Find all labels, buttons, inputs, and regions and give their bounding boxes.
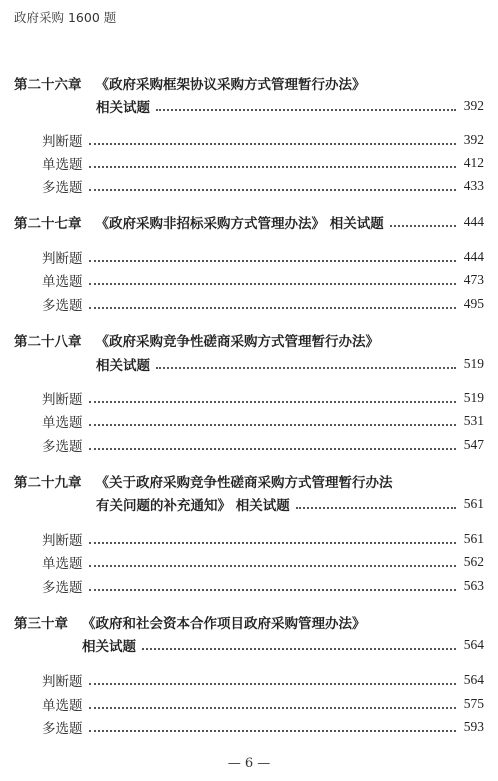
chapter-title: 《政府和社会资本合作项目政府采购管理办法》: [82, 616, 366, 632]
toc-item-judgment[interactable]: [42, 529, 484, 549]
toc-item-multiple-choice[interactable]: [42, 176, 484, 196]
toc-item-single-choice[interactable]: [42, 270, 484, 290]
page-number: 564: [463, 672, 484, 687]
page-number: 564: [463, 637, 484, 652]
chapter-title-cont: 有关问题的补充通知》 相关试题: [96, 498, 290, 514]
page-number: 433: [463, 178, 484, 193]
chapter-title-cont: 相关试题: [96, 358, 150, 374]
chapter-26-heading[interactable]: [14, 73, 366, 93]
page-number: 392: [463, 132, 484, 147]
item-label: 单选题: [42, 415, 83, 431]
dot-leader: [390, 224, 456, 227]
toc-item-multiple-choice[interactable]: [42, 435, 484, 455]
dot-leader: [89, 541, 457, 544]
toc-item-multiple-choice[interactable]: [42, 576, 484, 596]
chapter-number: 第三十章: [14, 616, 68, 632]
item-label: 单选题: [42, 157, 83, 173]
page-number: 519: [463, 390, 484, 405]
dot-leader: [156, 108, 456, 111]
item-label: 多选题: [42, 580, 83, 596]
dot-leader: [89, 188, 457, 191]
chapter-30-heading[interactable]: [14, 612, 366, 632]
chapter-29-heading[interactable]: [14, 471, 393, 491]
dot-leader: [89, 306, 457, 309]
toc-item-multiple-choice[interactable]: [42, 717, 484, 737]
page-number: 593: [463, 719, 484, 734]
item-label: 单选题: [42, 274, 83, 290]
toc-item-judgment[interactable]: [42, 388, 484, 408]
dot-leader: [296, 506, 456, 509]
chapter-title: 《关于政府采购竞争性磋商采购方式管理暂行办法: [95, 475, 393, 491]
dot-leader: [89, 682, 457, 685]
page-number: 561: [463, 531, 484, 546]
dot-leader: [89, 423, 457, 426]
toc-item-single-choice[interactable]: [42, 153, 484, 173]
chapter-title-cont: 相关试题: [96, 100, 150, 116]
chapter-title: 《政府采购竞争性磋商采购方式管理暂行办法》: [95, 334, 379, 350]
item-label: 判断题: [42, 674, 83, 690]
page-number: 531: [463, 413, 484, 428]
item-label: 多选题: [42, 721, 83, 737]
chapter-30-entry[interactable]: [82, 635, 484, 655]
dot-leader: [89, 729, 457, 732]
chapter-title-cont: 相关试题: [82, 639, 136, 655]
item-label: 多选题: [42, 298, 83, 314]
item-label: 判断题: [42, 251, 83, 267]
toc-item-single-choice[interactable]: [42, 411, 484, 431]
dot-leader: [89, 706, 457, 709]
page-number: 547: [463, 437, 484, 452]
dot-leader: [89, 447, 457, 450]
chapter-26-entry[interactable]: [96, 96, 484, 116]
dot-leader: [89, 165, 457, 168]
chapter-title: 《政府采购框架协议采购方式管理暂行办法》: [95, 77, 366, 93]
item-label: 单选题: [42, 556, 83, 572]
page-number: 562: [463, 554, 484, 569]
page-number: 392: [463, 98, 484, 113]
chapter-number: 第二十七章: [14, 216, 82, 232]
page-number: 473: [463, 272, 484, 287]
item-label: 判断题: [42, 533, 83, 549]
toc-item-single-choice[interactable]: [42, 552, 484, 572]
page-number: 563: [463, 578, 484, 593]
page-number: 412: [463, 155, 484, 170]
page-number: 444: [463, 214, 484, 229]
chapter-number: 第二十六章: [14, 77, 82, 93]
item-label: 多选题: [42, 439, 83, 455]
item-label: 判断题: [42, 392, 83, 408]
item-label: 判断题: [42, 134, 83, 150]
chapter-title: 《政府采购非招标采购方式管理办法》 相关试题: [95, 216, 384, 232]
page-number: 495: [463, 296, 484, 311]
toc-item-single-choice[interactable]: [42, 694, 484, 714]
page-number: 561: [463, 496, 484, 511]
chapter-28-entry[interactable]: [96, 354, 484, 374]
page-number: 519: [463, 356, 484, 371]
dot-leader: [89, 588, 457, 591]
dot-leader: [89, 282, 457, 285]
dot-leader: [142, 647, 456, 650]
chapter-27-entry[interactable]: [14, 212, 484, 232]
item-label: 单选题: [42, 698, 83, 714]
chapter-29-entry[interactable]: [96, 494, 484, 514]
chapter-number: 第二十八章: [14, 334, 82, 350]
toc-item-multiple-choice[interactable]: [42, 294, 484, 314]
toc-item-judgment[interactable]: [42, 130, 484, 150]
dot-leader: [156, 366, 456, 369]
toc-item-judgment[interactable]: [42, 670, 484, 690]
chapter-number: 第二十九章: [14, 475, 82, 491]
dot-leader: [89, 142, 457, 145]
dot-leader: [89, 259, 457, 262]
dot-leader: [89, 400, 457, 403]
page-number: 444: [463, 249, 484, 264]
item-label: 多选题: [42, 180, 83, 196]
page-folio: — 6 —: [227, 756, 271, 771]
running-head: 政府采购 1600 题: [14, 10, 117, 25]
toc-item-judgment[interactable]: [42, 247, 484, 267]
chapter-28-heading[interactable]: [14, 330, 379, 350]
page-number: 575: [463, 696, 484, 711]
dot-leader: [89, 564, 457, 567]
